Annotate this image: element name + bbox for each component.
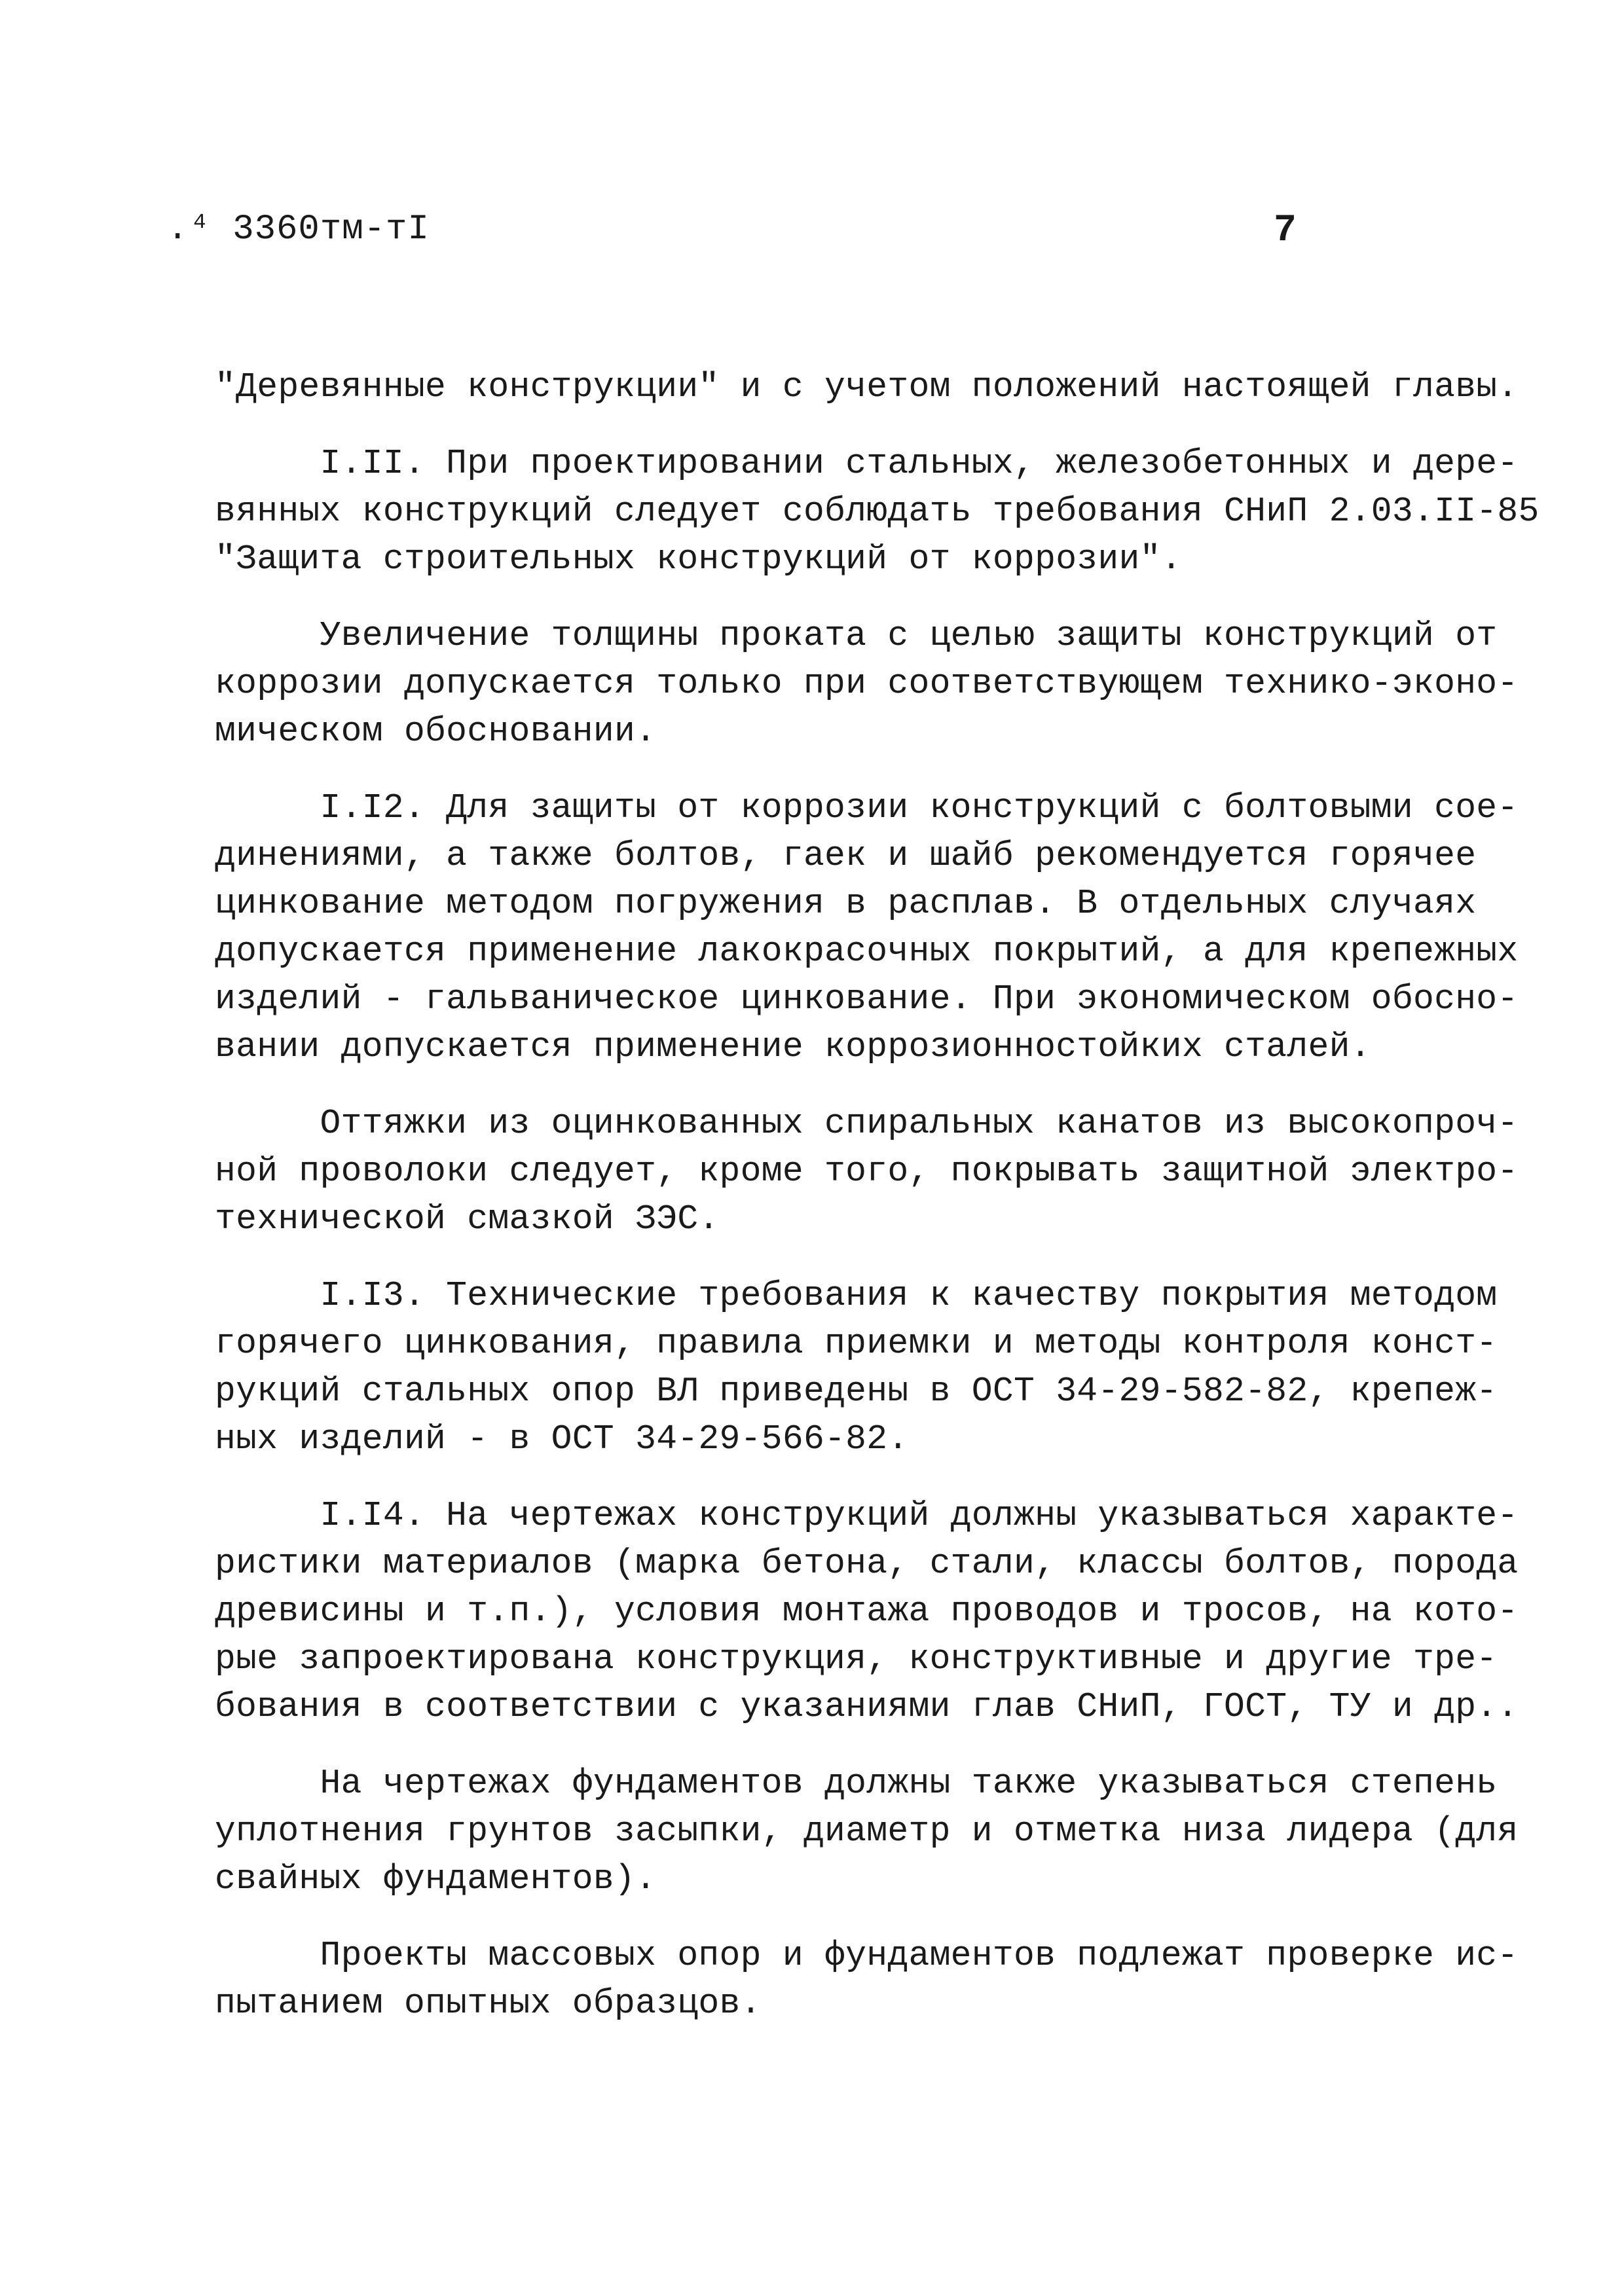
text-line: "Защита строительных конструкций от коррозии". <box>215 539 1182 579</box>
paragraph <box>215 784 1519 1071</box>
text-line: уплотнения грунтов засыпки, диаметр и отметка низа лидера (для <box>215 1812 1519 1851</box>
paragraph <box>215 363 1519 411</box>
body-text <box>215 363 1540 2056</box>
page-number: 7 <box>1274 210 1297 252</box>
text-line: коррозии допускается только при соответствующем технико-эконо- <box>215 664 1519 703</box>
text-line: допускается применение лакокрасочных покрытий, а для крепежных <box>215 932 1519 971</box>
text-line: рые запроектирована конструкция, конструктивные и другие тре- <box>215 1639 1498 1679</box>
text-line: мическом обосновании. <box>215 712 657 751</box>
text-line: рукций стальных опор ВЛ приведены в ОСТ 34-29-582-82, крепеж- <box>215 1372 1498 1411</box>
text-line: ристики материалов (марка бетона, стали, классы болтов, порода <box>215 1544 1519 1583</box>
text-line: пытанием опытных образцов. <box>215 1984 762 2023</box>
text-line: I.I3. Технические требования к качеству покрытия методом <box>215 1276 1498 1315</box>
paragraph <box>215 612 1519 756</box>
text-line: цинкование методом погружения в расплав. В отдельных случаях <box>215 884 1477 923</box>
page-header <box>167 210 1297 268</box>
text-line: Проекты массовых опор и фундаментов подлежат проверке ис- <box>215 1936 1519 1975</box>
text-line: бования в соответствии с указаниями глав СНиП, ГОСТ, ТУ и др.. <box>215 1687 1519 1726</box>
paragraph <box>215 1492 1519 1731</box>
document-code: .⁴ 3360тм-тI <box>167 210 430 249</box>
text-line: вянных конструкций следует соблюдать требования СНиП 2.03.II-85 <box>215 492 1540 531</box>
text-line: ной проволоки следует, кроме того, покрывать защитной электро- <box>215 1152 1519 1191</box>
text-line: Оттяжки из оцинкованных спиральных канатов из высокопроч- <box>215 1104 1519 1143</box>
text-line: динениями, а также болтов, гаек и шайб рекомендуется горячее <box>215 836 1477 875</box>
text-line: ных изделий - в ОСТ 34-29-566-82. <box>215 1419 909 1459</box>
text-line: "Деревянные конструкции" и с учетом положений настоящей главы. <box>215 367 1519 407</box>
paragraph <box>215 1760 1519 1903</box>
text-line: технической смазкой ЗЭС. <box>215 1199 720 1239</box>
text-line: На чертежах фундаментов должны также указываться степень <box>215 1764 1498 1803</box>
text-line: древисины и т.п.), условия монтажа проводов и тросов, на кото- <box>215 1592 1519 1631</box>
text-line: горячего цинкования, правила приемки и методы контроля конст- <box>215 1324 1498 1363</box>
text-line: I.II. При проектировании стальных, железобетонных и дере- <box>215 444 1519 483</box>
text-line: вании допускается применение коррозионностойких сталей. <box>215 1027 1371 1066</box>
paragraph <box>215 1100 1519 1243</box>
text-line: I.I4. На чертежах конструкций должны указываться характе- <box>215 1496 1519 1535</box>
text-line: I.I2. Для защиты от коррозии конструкций с болтовыми сое- <box>215 788 1519 828</box>
text-line: Увеличение толщины проката с целью защиты конструкций от <box>215 616 1498 655</box>
text-line: изделий - гальваническое цинкование. При экономическом обосно- <box>215 979 1519 1019</box>
paragraph <box>215 1932 1519 2028</box>
text-line: свайных фундаментов). <box>215 1859 657 1899</box>
paragraph <box>215 1272 1498 1463</box>
paragraph <box>215 440 1540 583</box>
